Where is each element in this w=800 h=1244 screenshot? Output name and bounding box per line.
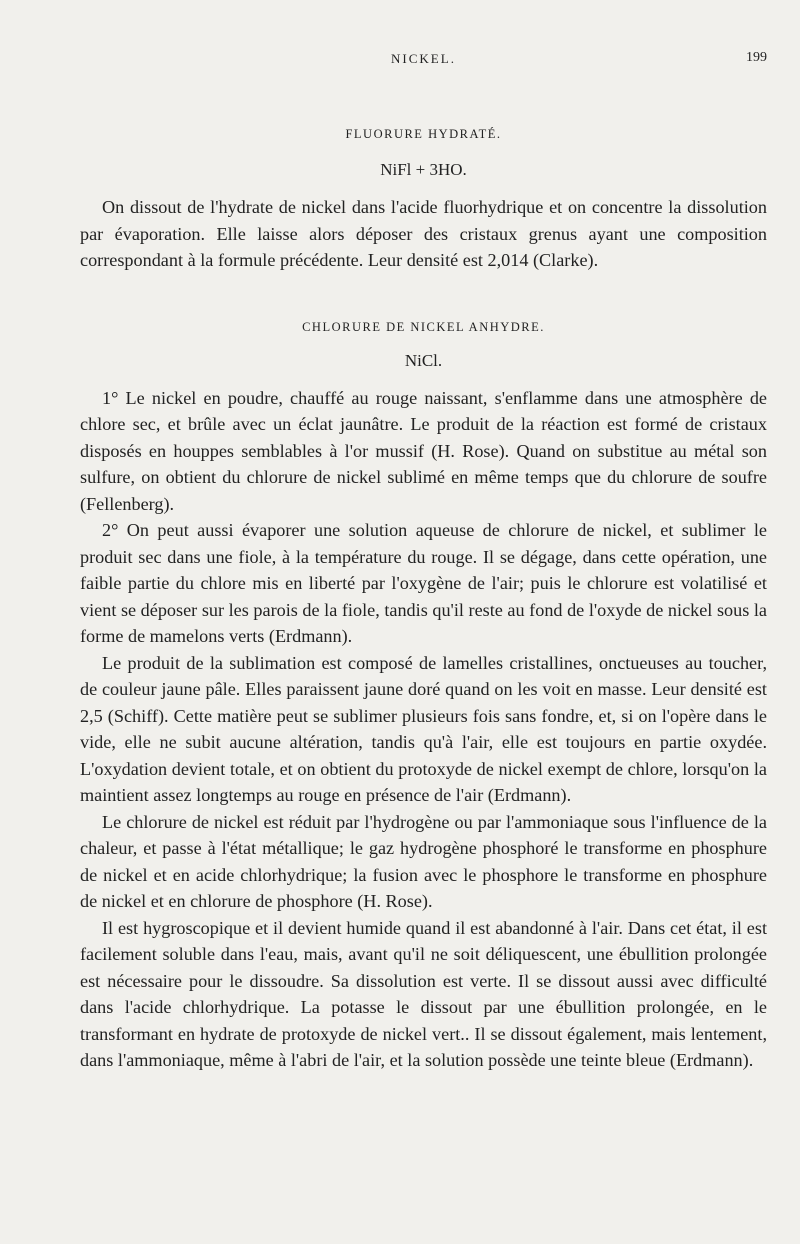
- paragraph: On dissout de l'hydrate de nickel dans l'acide fluorhydrique et on concentre la dissolution par évaporation. Elle laisse alors déposer des cristaux grenus ayant une composition correspondant à la formule précédente. Leur densité est 2,014 (Clarke).: [80, 197, 767, 270]
- formula-chlorure: NiCl.: [404, 350, 443, 370]
- running-head: NICKEL.: [391, 51, 456, 66]
- page-body: [80, 127, 767, 1074]
- paragraph: Le chlorure de nickel est réduit par l'hydrogène ou par l'ammoniaque sous l'influence de la chaleur, et passe à l'état métallique; le gaz hydrogène phosphoré le transforme en phosphure de nickel et en acide chlorhydrique; la fusion avec le phosphore le transforme en phosphure de nickel et en chlorure de phosphore (H. Rose).: [80, 811, 767, 911]
- formula-fluorure: NiFl + 3HO.: [380, 160, 467, 179]
- paragraph: Il est hygroscopique et il devient humide quand il est abandonné à l'air. Dans cet état, il est facilement soluble dans l'eau, mais, avant qu'il ne soit déliquescent, une ébullition prolongée est nécessaire pour le dissoudre. Sa dissolution est verte. Il se dissout aussi avec difficulté dans l'acide chlorhydrique. La potasse le dissout par une ébullition prolongée, en le transformant en hydrate de protoxyde de nickel vert.. Il se dissout également, mais lentement, dans l'ammoniaque, même à l'abri de l'air, et la solution possède une teinte bleue (Erdmann).: [80, 917, 767, 1070]
- fluorure-body: [80, 194, 767, 274]
- paragraph: Le produit de la sublimation est composé de lamelles cristallines, onctueuses au toucher, de couleur jaune pâle. Elles paraissent jaune doré quand on les voit en masse. Leur densité est 2,5 (Schiff). Cette matière peut se sublimer plusieurs fois sans fondre, et, si on l'opère dans le vide, elle ne subit aucune altération, tandis qu'à l'air, elle est toujours en partie oxydée. L'oxydation devient totale, et on obtient du protoxyde de nickel exempt de chlore, lorsqu'on la maintient assez longtemps au rouge en présence de l'air (Erdmann).: [80, 652, 767, 805]
- paragraph: 1° Le nickel en poudre, chauffé au rouge naissant, s'enflamme dans une atmosphère de chlore sec, et brûle avec un éclat jaunâtre. Le produit de la réaction est formé de cristaux disposés en houppes semblables à l'or mussif (H. Rose). Quand on substitue au métal son sulfure, on obtient du chlorure de nickel sublimé en même temps que du chlorure de soufre (Fellenberg).: [80, 387, 767, 514]
- page-number: 199: [746, 50, 767, 65]
- section-title-chlorure: CHLORURE DE NICKEL ANHYDRE.: [302, 319, 545, 334]
- paragraph: 2° On peut aussi évaporer une solution aqueuse de chlorure de nickel, et sublimer le produit sec dans une fiole, à la température du rouge. Il se dégage, dans cette opération, une faible partie du chlore mis en liberté par l'oxygène de l'air; puis le chlorure est volatilisé et vient se déposer sur les parois de la fiole, tandis qu'il reste au fond de l'oxyde de nickel sous la forme de mamelons verts (Erdmann).: [80, 520, 767, 646]
- section-title-fluorure: FLUORURE HYDRATÉ.: [345, 127, 502, 141]
- chlorure-body: [80, 385, 767, 1074]
- page-header: [80, 47, 767, 73]
